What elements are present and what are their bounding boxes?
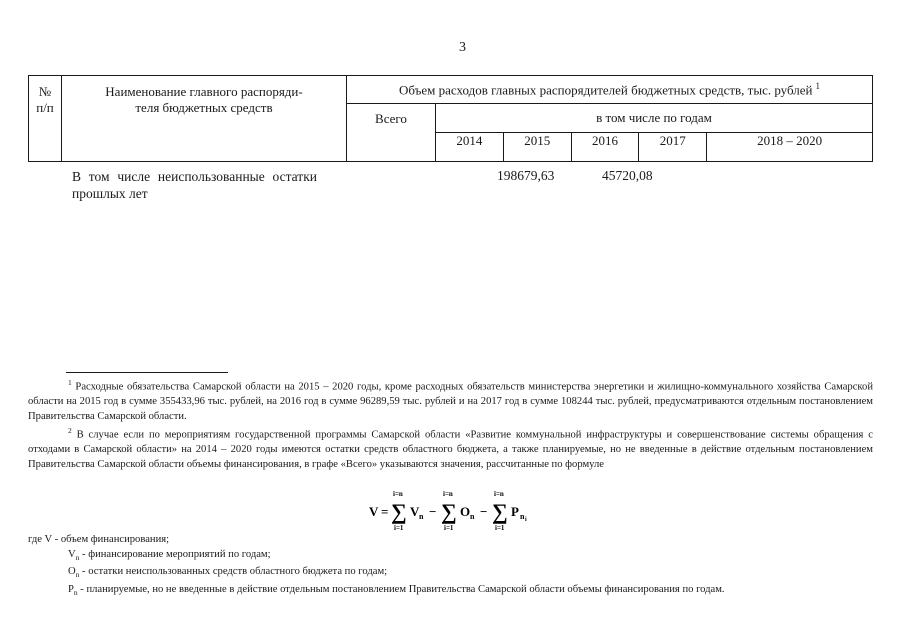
definition-intro: где V - объем финансирования; (28, 534, 170, 545)
sum-lower-limit: i=1 (444, 524, 454, 532)
formula-graphic (355, 488, 555, 534)
definition-text: - финансирование мероприятий по годам; (79, 548, 271, 560)
sum-lower-limit: i=1 (394, 524, 404, 532)
formula-minus: − (429, 504, 437, 519)
formula-minus: − (480, 504, 488, 519)
header-number-line1: № (38, 84, 52, 99)
row-value-2016: 45720,08 (602, 168, 653, 183)
sum-upper-limit: i=n (494, 490, 504, 498)
sum-upper-limit: i=n (393, 490, 403, 498)
definition-symbol: V (68, 548, 76, 560)
header-total-cell: Всего (347, 104, 436, 162)
formula-term-v-sub: n (419, 512, 424, 521)
sum-upper-limit: i=n (443, 490, 453, 498)
formula (355, 488, 555, 534)
header-name-cell (62, 76, 347, 162)
footnotes (28, 376, 873, 472)
sum-sign: ∑ (441, 499, 457, 524)
definition-symbol: O (68, 566, 76, 578)
table-header-row (29, 76, 873, 104)
definition-item (28, 548, 873, 566)
formula-term-p-sub: n (520, 512, 525, 521)
budget-table (28, 75, 873, 162)
header-year-cell: 2015 (503, 133, 571, 162)
definition-symbol-sub: n (75, 570, 80, 580)
formula-term-v: V (410, 504, 420, 519)
definition-text: - остатки неиспользованных средств областного бюджета по годам; (79, 566, 388, 578)
header-name-line1: Наименование главного распоряди- (105, 84, 303, 99)
header-year-cell: 2014 (436, 133, 504, 162)
formula-term-o: O (460, 504, 471, 519)
page-number: 3 (459, 40, 466, 55)
definition-symbol: P (68, 583, 74, 595)
formula-equals: = (381, 504, 389, 519)
definition-item (28, 565, 873, 583)
header-number-cell (29, 76, 62, 162)
definition-item (28, 583, 873, 601)
header-volume-text: Объем расходов главных распорядителей бюджетных средств, тыс. рублей (398, 82, 813, 98)
header-year-cell: 2017 (639, 133, 707, 162)
header-including-cell: в том числе по годам (436, 104, 873, 133)
definition-text: - планируемые, но не введенные в действие отдельным постановлением Правительства Самарской области объемы финансирования по годам. (77, 583, 725, 595)
formula-term-p-subsub: i (525, 517, 527, 523)
sum-sign: ∑ (391, 499, 407, 524)
header-name-line2: теля бюджетных средств (135, 100, 273, 115)
sum-sign: ∑ (492, 499, 508, 524)
header-number-line2: п/п (36, 100, 54, 115)
footnote-text: В случае если по мероприятиям государственной программы Самарской области «Развитие коммунальной инфраструктуры и совершенствование системы обращения с отходами в Самарской области» на 2014 – 2020 годы имеются остатки средств областного бюджета, а также планируемые, но не введенные в действие отдельным постановлением Правительства Самарской области объемы финансирования, в графе «Всего» указываются значения, рассчитанные по формуле (28, 429, 873, 470)
header-year-cell: 2016 (571, 133, 639, 162)
footnote-mark: 2 (68, 426, 72, 436)
footnote-mark: 1 (68, 378, 72, 387)
formula-lhs: V (369, 504, 379, 519)
footnote-1 (28, 376, 873, 424)
row-label: В том числе неиспользованные остатки прошлых лет (72, 169, 317, 201)
row-value-2015: 198679,63 (497, 168, 555, 183)
footnote-separator (66, 372, 228, 373)
header-volume-footnote-mark: 1 (815, 80, 821, 91)
formula-term-p: P (511, 504, 519, 519)
definition-symbol-sub: n (75, 552, 80, 562)
header-year-cell: 2018 – 2020 (707, 133, 873, 162)
footnote-2 (28, 424, 873, 472)
definitions (28, 533, 873, 600)
header-volume-cell (347, 76, 873, 104)
formula-term-o-sub: n (470, 512, 475, 521)
footnote-text: Расходные обязательства Самарской области на 2015 – 2020 годы, кроме расходных обязательств министерства энергетики и жилищно-коммунального хозяйства Самарской области на 2015 год в сумме 355433,96 тыс. рублей, на 2016 год в сумме 96289,59 тыс. рублей и на 2017 год в сумме 108244 тыс. рублей, предусматриваются отдельным постановлением Правительства Самарской области. (28, 381, 874, 422)
definition-symbol-sub: n (73, 587, 78, 597)
sum-lower-limit: i=1 (495, 524, 505, 532)
